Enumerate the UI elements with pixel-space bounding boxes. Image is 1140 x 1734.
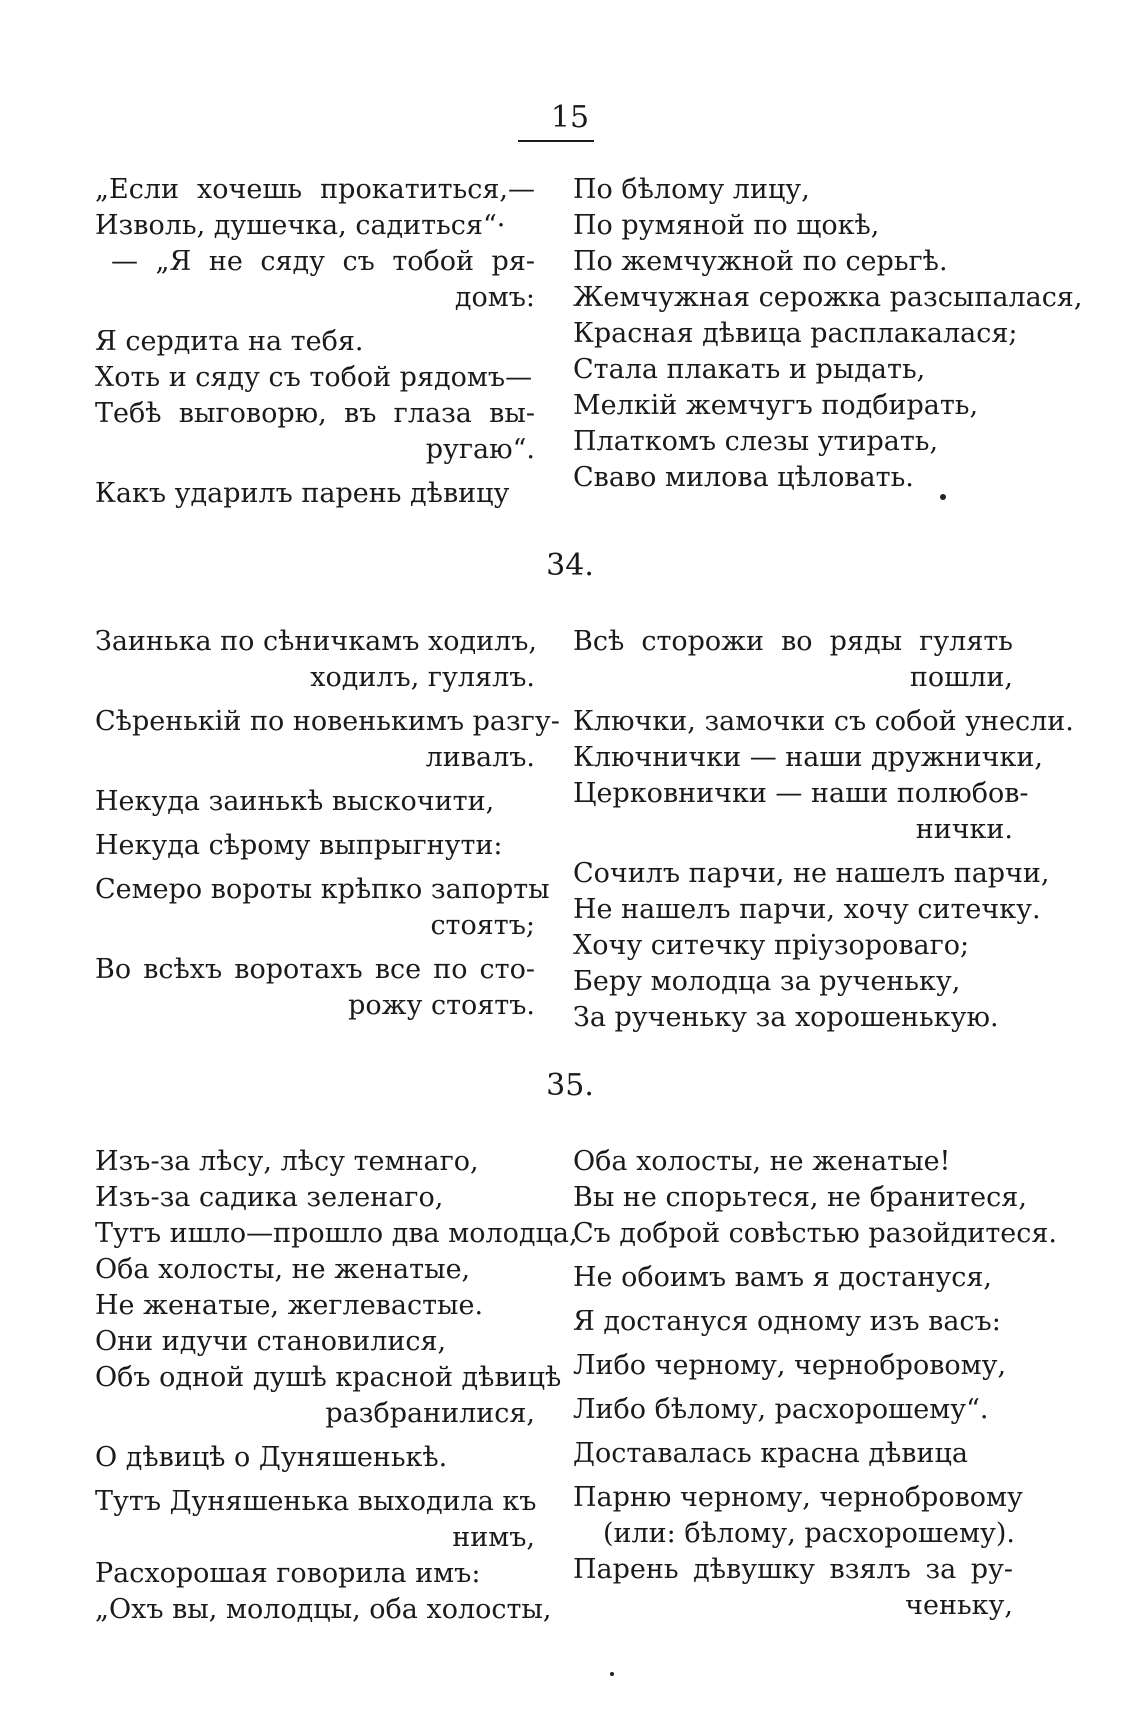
verse-line: Не обоимъ вамъ я достануся,: [573, 1262, 992, 1293]
verse-line-continuation: ливалъ.: [425, 742, 535, 773]
verse-line: Они идучи становилися,: [95, 1326, 447, 1357]
section-number-35: 35.: [546, 1068, 594, 1103]
verse-line: О дѣвицѣ о Дуняшенькѣ.: [95, 1442, 448, 1473]
verse-line: Во всѣхъ воротахъ все по сто-: [95, 954, 535, 985]
verse-line: Я достануся одному изъ васъ:: [573, 1306, 1001, 1337]
verse-line: Изъ-за лѣсу, лѣсу темнаго,: [95, 1146, 479, 1177]
verse-line-continuation: рожу стоятъ.: [348, 990, 535, 1021]
verse-line: Сѣренькій по новенькимъ разгу-: [95, 706, 560, 737]
verse-line: Семеро вороты крѣпко запорты: [95, 874, 550, 905]
poem-35-left-column: [95, 1144, 578, 1628]
verse-line: Хочу ситечку пріузороваго;: [573, 930, 970, 961]
poem-continued-left-column: [95, 172, 535, 512]
verse-line: Объ одной душѣ красной дѣвицѣ: [95, 1362, 562, 1393]
verse-line: По бѣлому лицу,: [573, 174, 810, 205]
verse-line-continuation: стоятъ;: [430, 910, 535, 941]
verse-line: Некуда заинькѣ выскочити,: [95, 786, 495, 817]
verse-line: По жемчужной по серьгѣ.: [573, 246, 948, 277]
print-speck: [940, 494, 946, 500]
verse-line: Вы не спорьтеся, не бранитеся,: [573, 1182, 1027, 1213]
verse-line: Тутъ ишло—прошло два молодца,: [95, 1218, 578, 1249]
verse-line-continuation: ченьку,: [905, 1590, 1013, 1621]
verse-line: Заинька по сѣничкамъ ходилъ,: [95, 626, 537, 657]
verse-line: Жемчужная серожка разсыпалася,: [573, 282, 1083, 313]
poem-34-left-column: [95, 624, 560, 1024]
verse-line: Стала плакать и рыдать,: [573, 354, 926, 385]
verse-line-continuation: нички.: [915, 814, 1013, 845]
verse-line: Церковнички — наши полюбов-: [573, 778, 1029, 809]
verse-line: (или: бѣлому, расхорошему).: [603, 1518, 1015, 1549]
page-number-rule: [518, 140, 594, 142]
print-speck: [610, 1672, 614, 1676]
verse-line: Некуда сѣрому выпрыгнути:: [95, 830, 503, 861]
verse-line: Либо бѣлому, расхорошему“.: [573, 1394, 989, 1425]
verse-line: Изволь, душечка, садиться“·: [95, 210, 506, 241]
verse-line: Какъ ударилъ парень дѣвицу: [95, 478, 510, 509]
verse-line: Парню черному, чернобровому: [573, 1482, 1023, 1513]
verse-line: Расхорошая говорила имъ:: [95, 1558, 481, 1589]
verse-line: Доставалась красна дѣвица: [573, 1438, 968, 1469]
verse-line: Красная дѣвица расплакалася;: [573, 318, 1018, 349]
verse-line: — „Я не сяду съ тобой ря-: [111, 246, 535, 277]
section-number-34: 34.: [546, 548, 594, 583]
verse-line: Платкомъ слезы утирать,: [573, 426, 939, 457]
poem-continued-right-column: [573, 172, 1083, 496]
verse-line-continuation: ругаю“.: [425, 434, 535, 465]
verse-line: Оба холосты, не женатые,: [95, 1254, 471, 1285]
verse-line-continuation: нимъ,: [452, 1522, 535, 1553]
verse-line: Не женатые, жеглевастые.: [95, 1290, 484, 1321]
verse-line: Сваво милова цѣловать.: [573, 462, 914, 493]
poem-35-right-column: [573, 1144, 1058, 1624]
verse-line: За рученьку за хорошенькую.: [573, 1002, 999, 1033]
verse-line: Беру молодца за рученьку,: [573, 966, 961, 997]
verse-line: Не нашелъ парчи, хочу ситечку.: [573, 894, 1041, 925]
verse-line: Всѣ сторожи во ряды гулять: [573, 626, 1013, 657]
verse-line: Мелкій жемчугъ подбирать,: [573, 390, 979, 421]
verse-line: Хоть и сяду съ тобой рядомъ—: [95, 362, 533, 393]
verse-line: Тутъ Дуняшенька выходила къ: [95, 1486, 537, 1517]
verse-line: „Если хочешь прокатиться,—: [95, 174, 535, 205]
verse-line: Съ доброй совѣстью разойдитеся.: [573, 1218, 1058, 1249]
verse-line: Парень дѣвушку взялъ за ру-: [573, 1554, 1013, 1585]
verse-line: „Охъ вы, молодцы, оба холосты,: [95, 1594, 552, 1625]
verse-line: Изъ-за садика зеленаго,: [95, 1182, 444, 1213]
verse-line: По румяной по щокѣ,: [573, 210, 880, 241]
verse-line-continuation: пошли,: [909, 662, 1013, 693]
verse-line-continuation: ходилъ, гулялъ.: [310, 662, 535, 693]
verse-line-continuation: домъ:: [454, 282, 535, 313]
poem-34-right-column: [573, 624, 1074, 1036]
verse-line: Я сердита на тебя.: [95, 326, 364, 357]
verse-line: Ключки, замочки съ собой унесли.: [573, 706, 1074, 737]
verse-line: Сочилъ парчи, не нашелъ парчи,: [573, 858, 1050, 889]
verse-line: Оба холосты, не женатые!: [573, 1146, 951, 1177]
page-number: 15: [550, 100, 590, 135]
verse-line: Тебѣ выговорю, въ глаза вы-: [95, 398, 535, 429]
verse-line-continuation: разбранилися,: [325, 1398, 535, 1429]
verse-line: Либо черному, чернобровому,: [573, 1350, 1007, 1381]
verse-line: Ключнички — наши дружнички,: [573, 742, 1043, 773]
